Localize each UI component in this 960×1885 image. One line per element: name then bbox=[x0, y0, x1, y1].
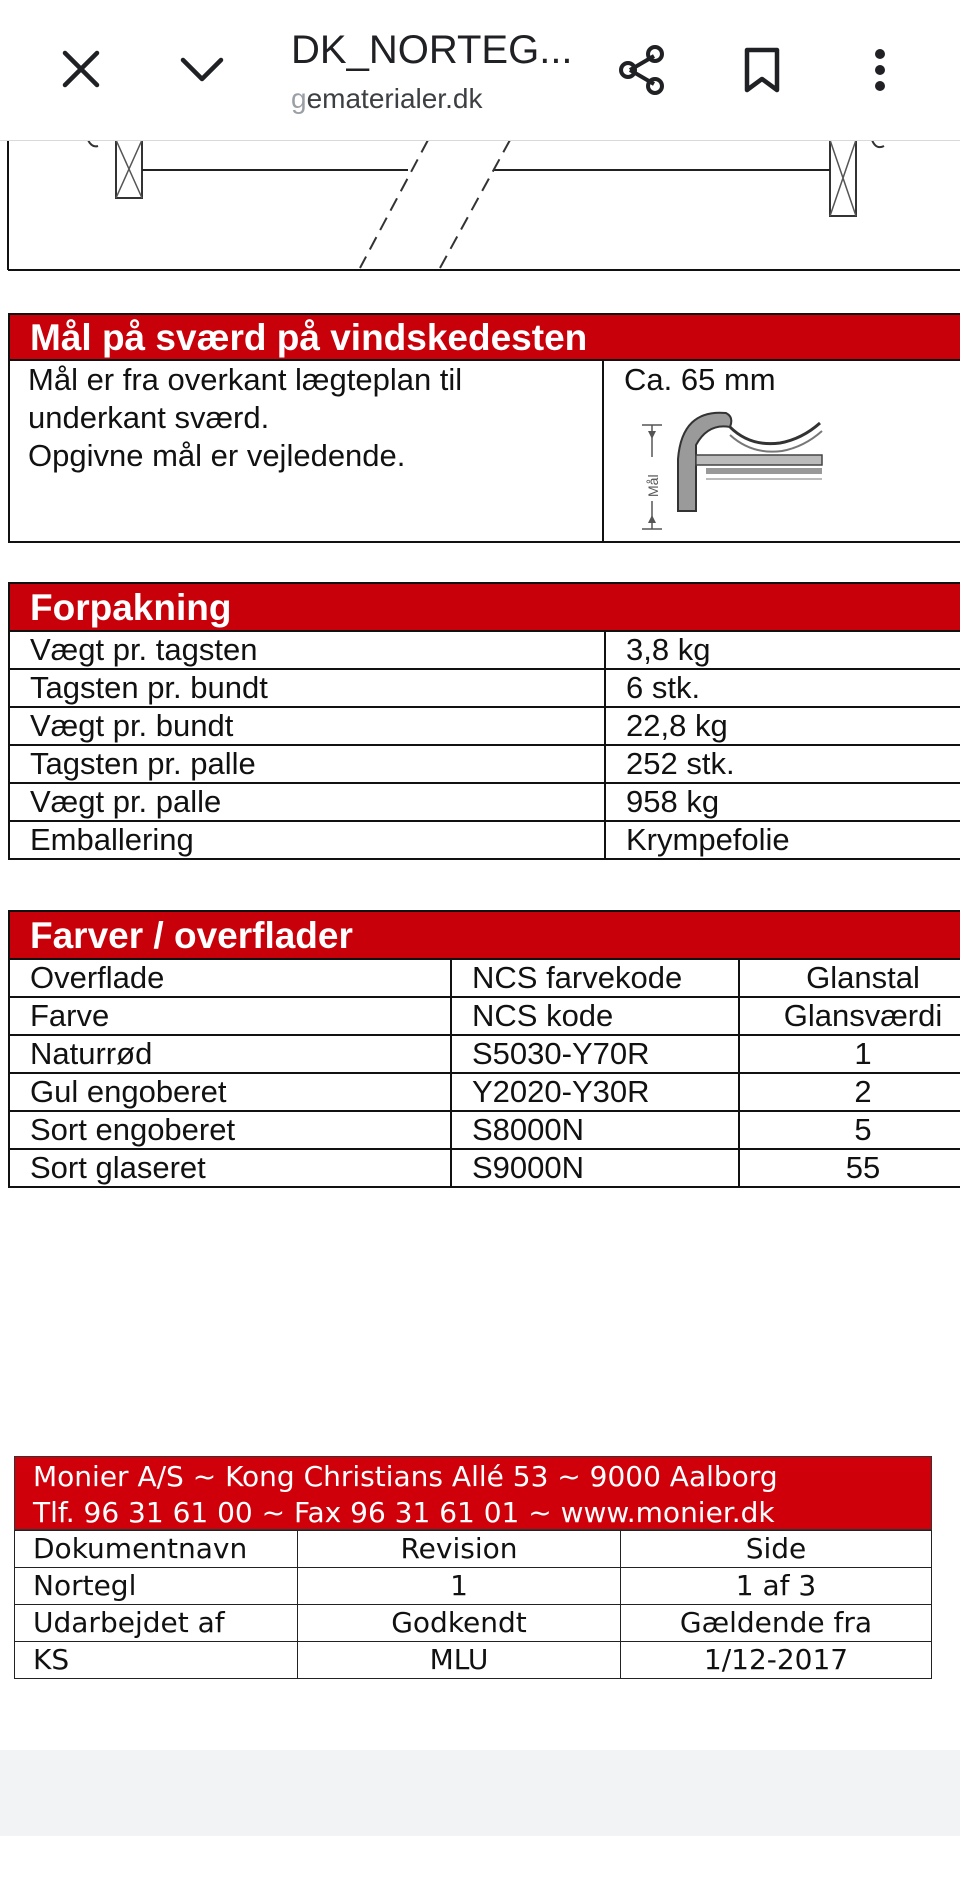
roof-drawing-fragment bbox=[0, 140, 960, 272]
table-row bbox=[9, 1073, 960, 1111]
color-cell: NCS kode bbox=[451, 997, 739, 1035]
table-row bbox=[9, 631, 960, 669]
color-cell: 5 bbox=[739, 1111, 960, 1149]
color-cell: Gul engoberet bbox=[9, 1073, 451, 1111]
color-cell: NCS farvekode bbox=[451, 959, 739, 997]
footer-cell: 1/12-2017 bbox=[621, 1642, 932, 1679]
footer-cell: Revision bbox=[298, 1531, 621, 1568]
color-cell: S5030-Y70R bbox=[451, 1035, 739, 1073]
table-row bbox=[9, 1111, 960, 1149]
diagram-mal-label: Mål bbox=[645, 474, 661, 497]
close-icon[interactable] bbox=[56, 44, 106, 94]
table-row bbox=[9, 1035, 960, 1073]
footer-cell: Nortegl bbox=[15, 1568, 298, 1605]
packing-label: Vægt pr. palle bbox=[9, 783, 605, 821]
table-row bbox=[15, 1531, 932, 1568]
table-row bbox=[9, 669, 960, 707]
color-cell: S8000N bbox=[451, 1111, 739, 1149]
sword-table bbox=[8, 359, 960, 543]
chevron-down-icon[interactable] bbox=[176, 46, 228, 92]
colors-table bbox=[8, 958, 960, 1188]
footer-cell: MLU bbox=[298, 1642, 621, 1679]
packing-value: 6 stk. bbox=[605, 669, 960, 707]
footer-contact: Tlf. 96 31 61 00 ~ Fax 96 31 61 01 ~ www.monier.dk bbox=[33, 1496, 775, 1529]
packing-value: 3,8 kg bbox=[605, 631, 960, 669]
more-vert-icon[interactable] bbox=[860, 42, 900, 98]
url-text: ematerialer.dk bbox=[306, 83, 483, 114]
packing-label: Vægt pr. bundt bbox=[9, 707, 605, 745]
footer-cell: Dokumentnavn bbox=[15, 1531, 298, 1568]
page-title[interactable]: DK_NORTEG... bbox=[291, 28, 573, 72]
color-cell: Y2020-Y30R bbox=[451, 1073, 739, 1111]
color-cell: S9000N bbox=[451, 1149, 739, 1187]
table-row bbox=[9, 745, 960, 783]
footer-cell: Godkendt bbox=[298, 1605, 621, 1642]
table-row bbox=[9, 959, 960, 997]
color-cell: Glansværdi bbox=[739, 997, 960, 1035]
table-row bbox=[15, 1642, 932, 1679]
packing-label: Vægt pr. tagsten bbox=[9, 631, 605, 669]
share-icon[interactable] bbox=[614, 42, 670, 98]
packing-value: Krympefolie bbox=[605, 821, 960, 859]
footer-cell: Udarbejdet af bbox=[15, 1605, 298, 1642]
footer-address: Monier A/S ~ Kong Christians Allé 53 ~ 9000 Aalborg bbox=[33, 1460, 778, 1493]
section-heading-colors: Farver / overflader bbox=[8, 910, 960, 960]
footer-cell: Gældende fra bbox=[621, 1605, 932, 1642]
footer-cell: Side bbox=[621, 1531, 932, 1568]
packing-value: 958 kg bbox=[605, 783, 960, 821]
color-cell: 55 bbox=[739, 1149, 960, 1187]
color-cell: Farve bbox=[9, 997, 451, 1035]
packing-table bbox=[8, 630, 960, 860]
footer-doc-table bbox=[14, 1530, 932, 1679]
sword-line: underkant sværd. bbox=[28, 400, 270, 435]
sword-description bbox=[28, 361, 462, 475]
sword-divider bbox=[602, 359, 604, 543]
footer-company-info bbox=[14, 1456, 932, 1530]
packing-value: 22,8 kg bbox=[605, 707, 960, 745]
sword-value: Ca. 65 mm bbox=[624, 362, 776, 397]
color-cell: Sort engoberet bbox=[9, 1111, 451, 1149]
browser-toolbar bbox=[0, 0, 960, 141]
table-row bbox=[9, 997, 960, 1035]
url-faded-prefix: g bbox=[291, 83, 307, 114]
section-heading-sword: Mål på sværd på vindskedesten bbox=[8, 313, 960, 361]
sword-line: Mål er fra overkant lægteplan til bbox=[28, 362, 463, 397]
page-bottom-strip bbox=[0, 1750, 960, 1836]
footer-cell: KS bbox=[15, 1642, 298, 1679]
table-row bbox=[15, 1568, 932, 1605]
packing-label: Tagsten pr. palle bbox=[9, 745, 605, 783]
color-cell: Naturrød bbox=[9, 1035, 451, 1073]
footer-cell: 1 bbox=[298, 1568, 621, 1605]
section-heading-packing: Forpakning bbox=[8, 582, 960, 632]
color-cell: 2 bbox=[739, 1073, 960, 1111]
packing-label: Tagsten pr. bundt bbox=[9, 669, 605, 707]
color-cell: Overflade bbox=[9, 959, 451, 997]
table-row bbox=[15, 1605, 932, 1642]
bookmark-icon[interactable] bbox=[736, 44, 788, 96]
table-row bbox=[9, 707, 960, 745]
packing-value: 252 stk. bbox=[605, 745, 960, 783]
packing-label: Emballering bbox=[9, 821, 605, 859]
table-row bbox=[9, 821, 960, 859]
color-cell: Sort glaseret bbox=[9, 1149, 451, 1187]
page-url[interactable] bbox=[291, 83, 482, 115]
color-cell: Glanstal bbox=[739, 959, 960, 997]
footer-cell: 1 af 3 bbox=[621, 1568, 932, 1605]
color-cell: 1 bbox=[739, 1035, 960, 1073]
sword-line: Opgivne mål er vejledende. bbox=[28, 438, 406, 473]
table-row bbox=[9, 783, 960, 821]
table-row bbox=[9, 1149, 960, 1187]
sword-profile-diagram bbox=[630, 399, 840, 535]
